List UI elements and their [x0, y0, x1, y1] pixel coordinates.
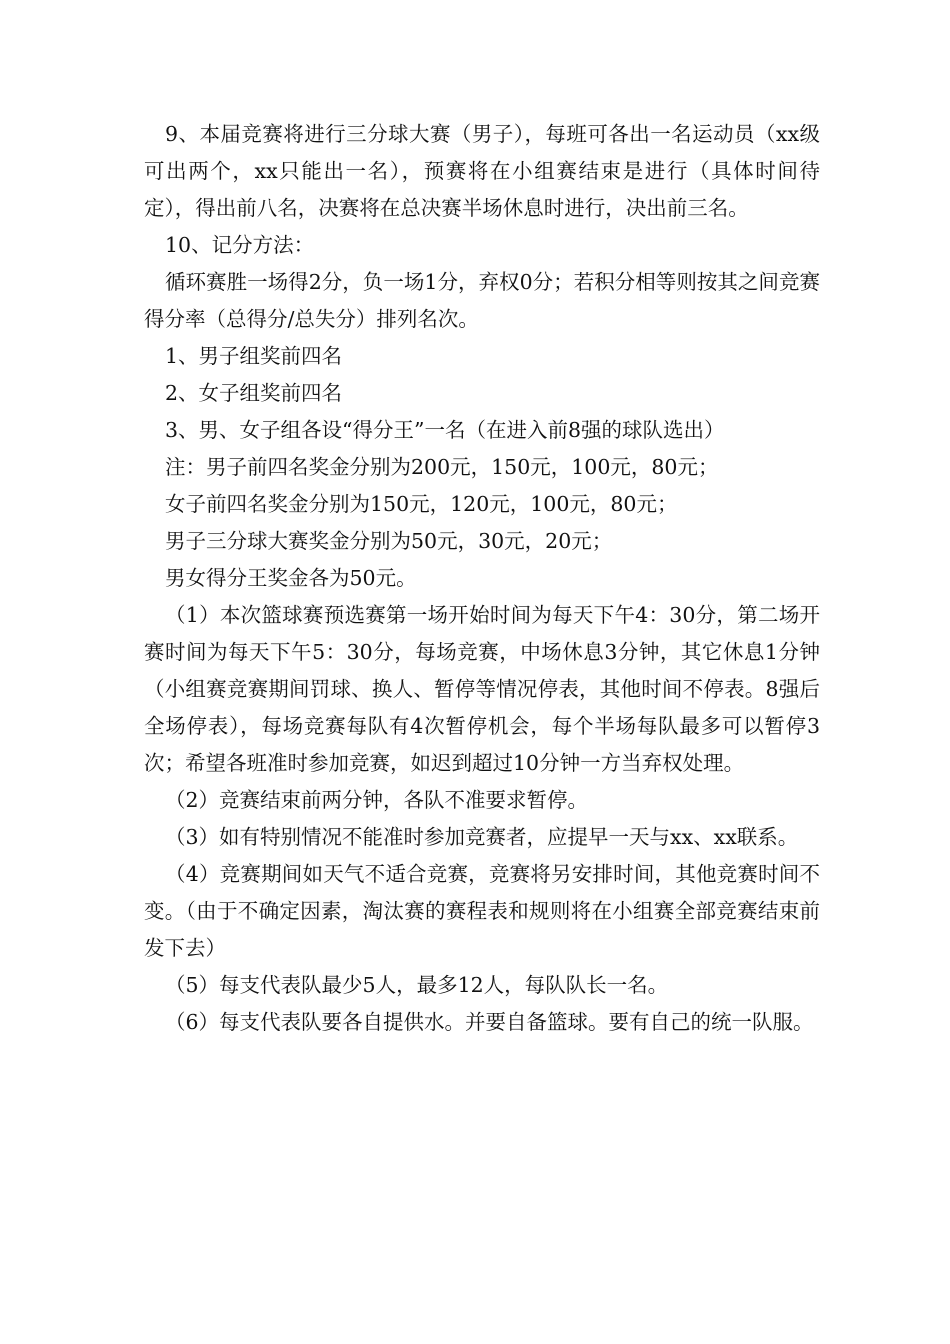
paragraph-top-scorer-prize-money: 男女得分王奖金各为50元。 [165, 566, 417, 590]
document-body [144, 116, 820, 1041]
paragraph-men-award: 1、男子组奖前四名 [165, 344, 343, 368]
paragraph-three-point-prize-money: 男子三分球大赛奖金分别为50元，30元，20元； [165, 529, 613, 553]
paragraph-round-robin-scoring: 循环赛胜一场得2分，负一场1分，弃权0分；若积分相等则按其之间竞赛得分率（总得分/总失分）排列名次。 [144, 270, 820, 331]
paragraph-rule-4-weather: （4）竞赛期间如天气不适合竞赛，竞赛将另安排时间，其他竞赛时间不变。（由于不确定因素，淘汰赛的赛程表和规则将在小组赛全部竞赛结束前发下去） [144, 862, 820, 960]
paragraph-rule-1-schedule: （1）本次篮球赛预选赛第一场开始时间为每天下午4：30分，第二场开赛时间为每天下午5：30分，每场竞赛，中场休息3分钟，其它休息1分钟（小组赛竞赛期间罚球、换人、暂停等情况停表，其他时间不停表。8强后全场停表），每场竞赛每队有4次暂停机会，每个半场每队最多可以暂停3次；希望各班准时参加竞赛，如迟到超过10分钟一方当弃权处理。 [144, 603, 820, 775]
paragraph-men-prize-money: 注：男子前四名奖金分别为200元，150元，100元，80元； [165, 455, 719, 479]
paragraph-rule-5-team-size: （5）每支代表队最少5人，最多12人，每队队长一名。 [165, 973, 669, 997]
paragraph-three-point-contest: 9、本届竞赛将进行三分球大赛（男子），每班可各出一名运动员（xx级可出两个，xx只能出一名），预赛将在小组赛结束是进行（具体时间待定），得出前八名，决赛将在总决赛半场休息时进行，决出前三名。 [144, 122, 820, 220]
paragraph-top-scorer-award: 3、男、女子组各设“得分王”一名（在进入前8强的球队选出） [165, 418, 725, 442]
paragraph-scoring-method-heading: 10、记分方法： [165, 233, 315, 257]
paragraph-rule-2-timeout: （2）竞赛结束前两分钟，各队不准要求暂停。 [165, 788, 589, 812]
paragraph-rule-3-special-case: （3）如有特别情况不能准时参加竞赛者，应提早一天与xx、xx联系。 [165, 825, 799, 849]
paragraph-rule-6-supplies: （6）每支代表队要各自提供水。并要自备篮球。要有自己的统一队服。 [165, 1010, 814, 1034]
paragraph-women-prize-money: 女子前四名奖金分别为150元，120元，100元，80元； [165, 492, 678, 516]
paragraph-women-award: 2、女子组奖前四名 [165, 381, 343, 405]
